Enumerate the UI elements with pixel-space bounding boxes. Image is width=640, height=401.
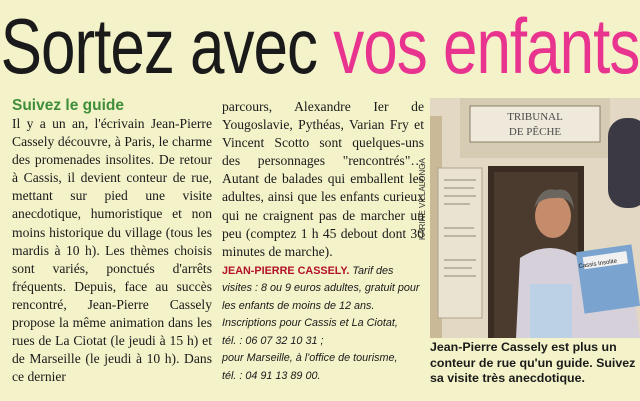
photo-illustration bbox=[430, 98, 640, 338]
info-line-4: tél. : 04 91 13 89 00. bbox=[222, 369, 321, 382]
info-line-2: tél. : 06 07 32 10 31 ; bbox=[222, 334, 324, 347]
info-name: JEAN-PIERRE CASSELY. bbox=[222, 264, 350, 277]
plaque-text: Cassis Insolite bbox=[578, 258, 618, 270]
sign-line-2: DE PÊCHE bbox=[508, 126, 562, 138]
title-part-black: Sortez avec bbox=[0, 4, 318, 91]
sign-line-1: TRIBUNAL bbox=[507, 111, 563, 123]
practical-info bbox=[222, 263, 424, 386]
article-title bbox=[0, 2, 640, 94]
text-column-2 bbox=[222, 98, 424, 385]
section-subhead: Suivez le guide bbox=[12, 97, 124, 114]
info-line-3: pour Marseille, à l'office de tourisme, bbox=[222, 352, 398, 365]
photo-credit: KARINE VILLALONGA bbox=[418, 158, 427, 240]
photo-caption: Jean-Pierre Cassely est plus un conteur de rue qu'un guide. Suivez sa visite très anecdotique. bbox=[430, 340, 636, 386]
column-1-text: Il y a un an, l'écrivain Jean-Pierre Cassely découvre, à Paris, le charme des promenades insolites. De retour à Cassis, il devient conteur de rue, mettant sur pied une visite anecdotique, humoristique et non moins historique du village (tous les mardis à 10 h). Les thèmes choisis sont variés, ponctués d'arrêts fréquents. Depuis, face au succès rencontré, Jean-Pierre Cassely propose la même animation dans les rues de La Ciotat (le jeudi à 15 h) et de Marseille (le jeudi à 10 h). Dans ce dernier bbox=[12, 116, 212, 385]
info-line-1: Tarif des visites : 8 ou 9 euros adultes, gratuit pour les enfants de moins de 12 ans. Inscriptions pour Cassis et La Ciotat, bbox=[222, 264, 420, 330]
title-part-pink: vos enfants bbox=[333, 4, 640, 91]
text-column-1 bbox=[12, 96, 212, 386]
guide-photo bbox=[430, 98, 640, 338]
column-2-text: parcours, Alexandre Ier de Yougoslavie, Pythéas, Varian Fry et Vincent Scotto sont quelques-uns des personnages "rencontrés"… Autant de balades qui emballent les adultes, ainsi que les enfants curieux qui ne craignent pas de marcher un peu (comptez 1 h 45 debout dont 30 minutes de marche). bbox=[222, 99, 424, 259]
